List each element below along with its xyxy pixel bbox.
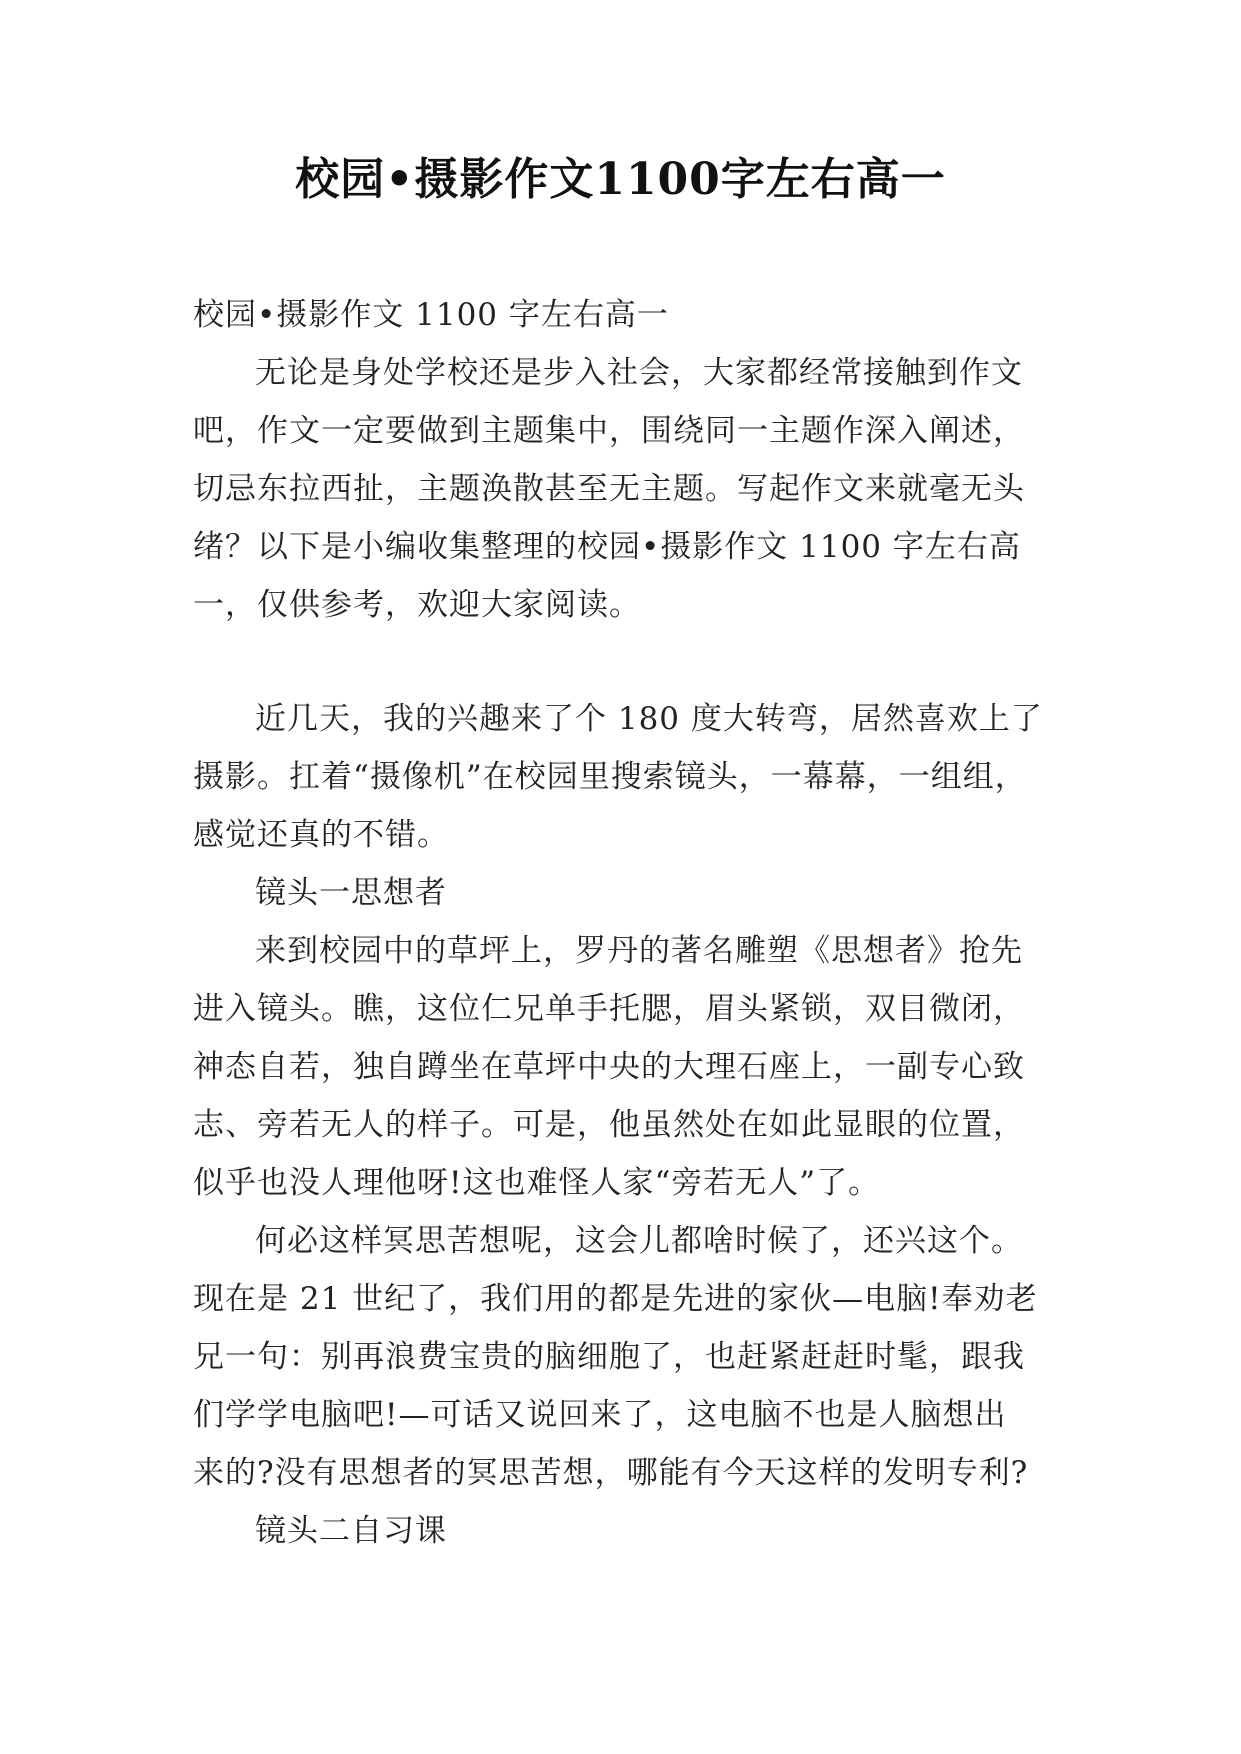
paragraph-line: 兄一句：别再浪费宝贵的脑细胞了，也赶紧赶赶时髦，跟我: [193, 1339, 1025, 1375]
paragraph-line: 们学学电脑吧!—可话又说回来了，这电脑不也是人脑想出: [193, 1397, 1007, 1433]
subtitle-line: 校园•摄影作文 1100 字左右高一: [193, 297, 669, 333]
section-heading: 镜头二自习课: [255, 1513, 447, 1549]
paragraph-line: 进入镜头。瞧，这位仁兄单手托腮，眉头紧锁，双目微闭，: [193, 991, 1025, 1027]
document-body: [193, 286, 1053, 1560]
paragraph-line: 绪？以下是小编收集整理的校园•摄影作文 1100 字左右高: [193, 529, 1021, 565]
paragraph-line: 来的?没有思想者的冥思苦想，哪能有今天这样的发明专利?: [193, 1455, 1029, 1491]
paragraph-line: 近几天，我的兴趣来了个 180 度大转弯，居然喜欢上了: [255, 701, 1043, 737]
paragraph-line: 无论是身处学校还是步入社会，大家都经常接触到作文: [255, 355, 1023, 391]
paragraph-line: 感觉还真的不错。: [193, 817, 449, 853]
paragraph-line: 一，仅供参考，欢迎大家阅读。: [193, 587, 641, 623]
paragraph-line: 神态自若，独自蹲坐在草坪中央的大理石座上，一副专心致: [193, 1049, 1025, 1085]
paragraph-line: 来到校园中的草坪上，罗丹的著名雕塑《思想者》抢先: [255, 933, 1023, 969]
paragraph-line: 吧，作文一定要做到主题集中，围绕同一主题作深入阐述，: [193, 413, 1025, 449]
paragraph-line: 切忌东拉西扯，主题涣散甚至无主题。写起作文来就毫无头: [193, 471, 1025, 507]
paragraph-line: 志、旁若无人的样子。可是，他虽然处在如此显眼的位置，: [193, 1107, 1025, 1143]
paragraph-line: 何必这样冥思苦想呢，这会儿都啥时候了，还兴这个。: [255, 1223, 1023, 1259]
section-heading: 镜头一思想者: [255, 875, 447, 911]
paragraph-spacer: [193, 634, 1053, 690]
paragraph-line: 摄影。扛着“摄像机”在校园里搜索镜头，一幕幕，一组组，: [193, 759, 1027, 795]
paragraph-line: 现在是 21 世纪了，我们用的都是先进的家伙—电脑!奉劝老: [193, 1281, 1038, 1317]
paragraph-line: 似乎也没人理他呀!这也难怪人家“旁若无人”了。: [193, 1165, 881, 1201]
document-title: 校园•摄影作文1100字左右高一: [295, 154, 946, 205]
